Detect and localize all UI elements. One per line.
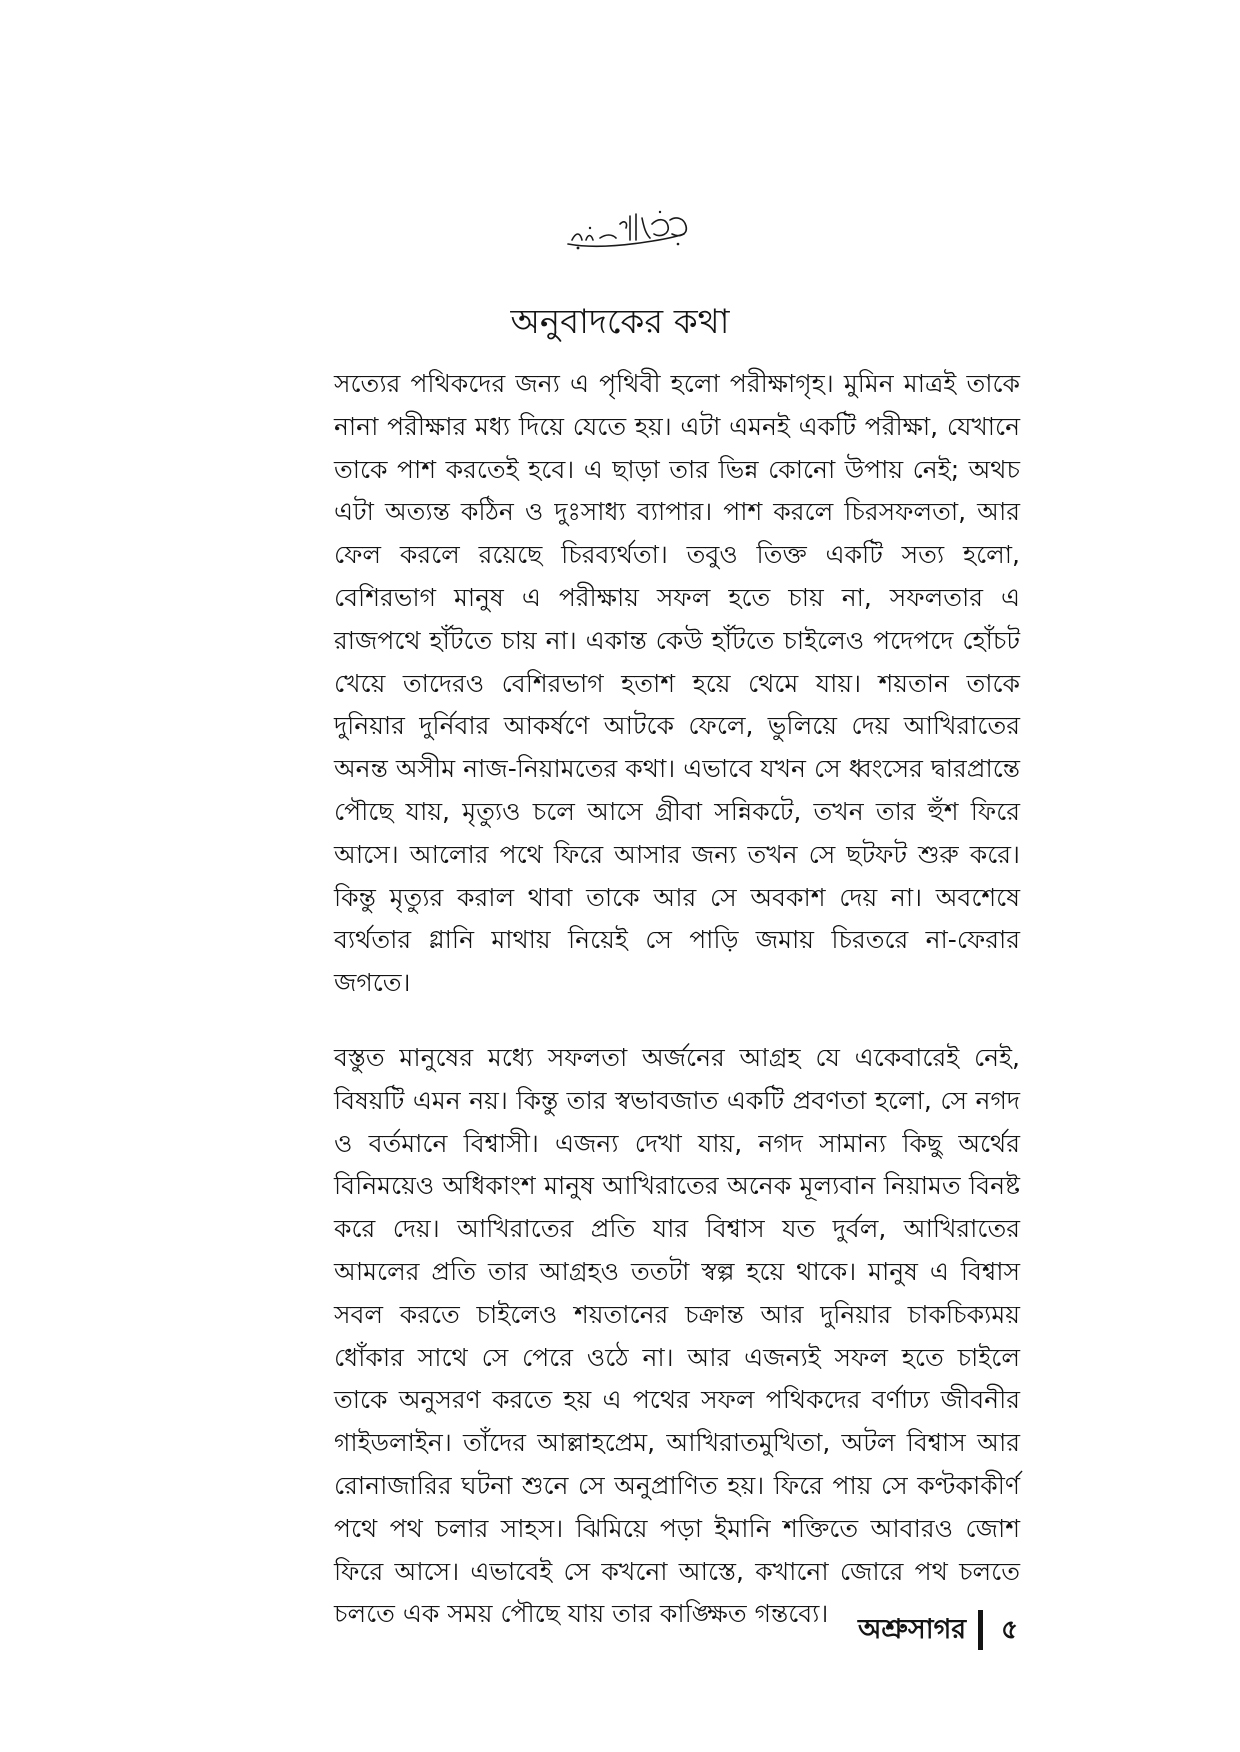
body-text xyxy=(334,363,1020,1668)
page-title: অনুবাদকের কথা xyxy=(510,302,730,342)
paragraph: সত্যের পথিকদের জন্য এ পৃথিবী হলো পরীক্ষাগৃহ। মুমিন মাত্রই তাকে নানা পরীক্ষার মধ্য দিয়ে যেতে হয়। এটা এমনই একটি পরীক্ষা, যেখানে তাকে পাশ করতেই হবে। এ ছাড়া তার ভিন্ন কোনো উপায় নেই; অথচ এটা অত্যন্ত কঠিন ও দুঃসাধ্য ব্যাপার। পাশ করলে চিরসফলতা, আর ফেল করলে রয়েছে চিরব্যর্থতা। তবুও তিক্ত একটি সত্য হলো, বেশিরভাগ মানুষ এ পরীক্ষায় সফল হতে চায় না, সফলতার এ রাজপথে হাঁটতে চায় না। একান্ত কেউ হাঁটতে চাইলেও পদেপদে হোঁচট খেয়ে তাদেরও বেশিরভাগ হতাশ হয়ে থেমে যায়। শয়তান তাকে দুনিয়ার দুর্নিবার আকর্ষণে আটকে ফেলে, ভুলিয়ে দেয় আখিরাতের অনন্ত অসীম নাজ-নিয়ামতের কথা। এভাবে যখন সে ধ্বংসের দ্বারপ্রান্তে পৌছে যায়, মৃত্যুও চলে আসে গ্রীবা সন্নিকটে, তখন তার হুঁশ ফিরে আসে। আলোর পথে ফিরে আসার জন্য তখন সে ছটফট শুরু করে। কিন্তু মৃত্যুর করাল থাবা তাকে আর সে অবকাশ দেয় না। অবশেষে ব্যর্থতার গ্লানি মাথায় নিয়েই সে পাড়ি জমায় চিরতরে না-ফেরার জগতে। xyxy=(334,369,1020,998)
book-title: অশ্রুসাগর xyxy=(858,1614,967,1645)
page-footer xyxy=(858,1608,1018,1652)
footer-divider xyxy=(978,1610,983,1650)
paragraph: বস্তুত মানুষের মধ্যে সফলতা অর্জনের আগ্রহ যে একেবারেই নেই, বিষয়টি এমন নয়। কিন্তু তার স্বভাবজাত একটি প্রবণতা হলো, সে নগদ ও বর্তমানে বিশ্বাসী। এজন্য দেখা যায়, নগদ সামান্য কিছু অর্থের বিনিময়েও অধিকাংশ মানুষ আখিরাতের অনেক মূল্যবান নিয়ামত বিনষ্ট করে দেয়। আখিরাতের প্রতি যার বিশ্বাস যত দুর্বল, আখিরাতের আমলের প্রতি তার আগ্রহও ততটা স্বল্প হয়ে থাকে। মানুষ এ বিশ্বাস সবল করতে চাইলেও শয়তানের চক্রান্ত আর দুনিয়ার চাকচিক্যময় ধোঁকার সাথে সে পেরে ওঠে না। আর এজন্যই সফল হতে চাইলে তাকে অনুসরণ করতে হয় এ পথের সফল পথিকদের বর্ণাঢ্য জীবনীর গাইডলাইন। তাঁদের আল্লাহপ্রেম, আখিরাতমুখিতা, অটল বিশ্বাস আর রোনাজারির ঘটনা শুনে সে অনুপ্রাণিত হয়। ফিরে পায় সে কণ্টকাকীর্ণ পথে পথ চলার সাহস। ঝিমিয়ে পড়া ইমানি শক্তিতে আবারও জোশ ফিরে আসে। এভাবেই সে কখনো আস্তে, কখানো জোরে পথ চলতে চলতে এক সময় পৌছে যায় তার কাঙ্ক্ষিত গন্তব্যে। xyxy=(334,1042,1020,1629)
bismillah-calligraphy-drawing xyxy=(560,204,700,258)
page-number: ৫ xyxy=(1001,1615,1018,1645)
bismillah-calligraphy-icon xyxy=(560,204,700,258)
